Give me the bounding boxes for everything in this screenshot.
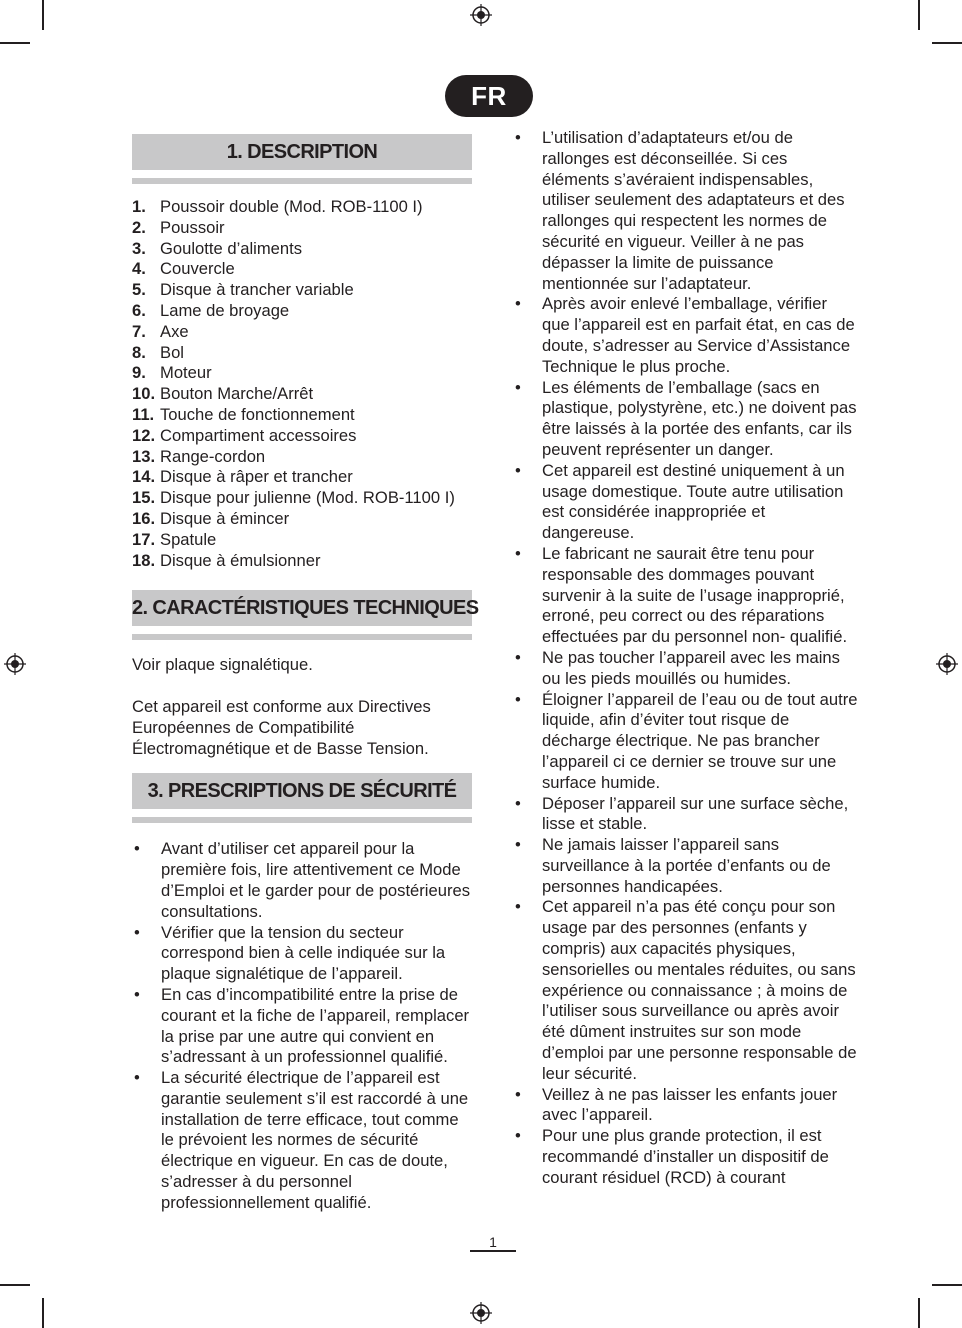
parts-list-item	[132, 343, 472, 364]
safety-bullet: • Vérifier que la tension du secteur correspond bien à celle indiquée sur la plaque signalétique de l’appareil.	[132, 923, 472, 985]
parts-list	[132, 197, 472, 571]
section-2-title: 2. CARACTÉRISTIQUES TECHNIQUES	[132, 590, 472, 626]
item-label: Disque pour julienne (Mod. ROB-1100 I)	[160, 488, 455, 508]
parts-list-item	[132, 363, 472, 384]
item-label: Disque à râper et trancher	[160, 467, 353, 487]
item-number: 13.	[132, 446, 156, 466]
parts-list-item	[132, 239, 472, 260]
crop-mark-top-left-h	[0, 42, 30, 44]
parts-list-item	[132, 426, 472, 447]
registration-mark-icon	[936, 653, 958, 675]
parts-list-item	[132, 530, 472, 551]
parts-list-item	[132, 488, 472, 509]
item-number: 3.	[132, 238, 146, 258]
item-number: 12.	[132, 425, 156, 445]
safety-bullet: • Les éléments de l’emballage (sacs en plastique, polystyrène, etc.) ne doivent pas être laissés à la portée des enfants, car ils peuvent représenter un danger.	[513, 378, 858, 461]
item-label: Moteur	[160, 363, 212, 383]
safety-bullet: • Le fabricant ne saurait être tenu pour responsable des dommages pouvant survenir à la suite de l’usage inapproprié, erroné, peu correct ou des réparations effectuées par du personnel non- qualifié.	[513, 544, 858, 648]
item-label: Poussoir double (Mod. ROB-1100 I)	[160, 197, 423, 216]
item-label: Axe	[160, 321, 189, 341]
registration-mark-icon	[4, 653, 26, 675]
item-label: Range-cordon	[160, 446, 266, 466]
item-label: Disque à trancher variable	[160, 280, 354, 300]
safety-bullet: • En cas d’incompatibilité entre la prise de courant et la fiche de l’appareil, remplacer la prise par une autre qui convient en s’adressant à un professionnel qualifié.	[132, 985, 472, 1068]
safety-bullet: • Veillez à ne pas laisser les enfants jouer avec l’appareil.	[513, 1085, 858, 1127]
crop-mark-bottom-right-h	[932, 1284, 962, 1286]
parts-list-item	[132, 405, 472, 426]
item-label: Bol	[160, 342, 184, 362]
crop-mark-bottom-left-v	[42, 1298, 44, 1328]
left-column	[132, 134, 479, 1214]
parts-list-item	[132, 551, 472, 572]
safety-bullet: • Ne pas toucher l’appareil avec les mains ou les pieds mouillés ou humides.	[513, 648, 858, 690]
safety-bullet: • Éloigner l’appareil de l’eau ou de tout autre liquide, afin d’éviter tout risque de décharge électrique. Ne pas brancher l’appareil ci ce dernier se trouve sur une surface humide.	[513, 690, 858, 794]
parts-list-item	[132, 280, 472, 301]
item-label: Touche de fonctionnement	[160, 404, 355, 424]
item-number: 18.	[132, 550, 156, 570]
section-divider	[132, 634, 472, 640]
item-number: 15.	[132, 488, 156, 508]
section-divider	[132, 178, 472, 184]
safety-list-right	[513, 128, 858, 1189]
parts-list-item	[132, 218, 472, 239]
right-column	[513, 128, 858, 1189]
section-3-title: 3. PRESCRIPTIONS DE SÉCURITÉ	[132, 773, 472, 809]
parts-list-item	[132, 467, 472, 488]
safety-bullet: • L’utilisation d’adaptateurs et/ou de rallonges est déconseillée. Si ces éléments s’avéraient indispensables, utiliser seulement des adaptateurs et des rallonges qui respectent les normes de sécurité en vigueur. Veiller à ne pas dépasser la limite de puissance mentionnée sur l’adaptateur.	[513, 128, 858, 294]
item-number: 6.	[132, 300, 146, 320]
language-badge: FR	[445, 75, 533, 117]
item-label: Disque à émincer	[160, 508, 290, 528]
item-number: 9.	[132, 363, 146, 383]
item-label: Poussoir	[160, 217, 225, 237]
conformity-text: Cet appareil est conforme aux Directives Européennes de Compatibilité Électromagnétique et de Basse Tension.	[132, 696, 431, 758]
item-number: 17.	[132, 529, 156, 549]
parts-list-item	[132, 301, 472, 322]
spec-text: Voir plaque signalétique.	[132, 655, 313, 675]
item-number: 4.	[132, 259, 146, 279]
parts-list-item	[132, 259, 472, 280]
crop-mark-top-left-v	[42, 0, 44, 30]
section-divider	[132, 817, 472, 823]
item-number: 2.	[132, 217, 146, 237]
crop-mark-top-right-h	[932, 42, 962, 44]
page-number: 1	[489, 1234, 497, 1250]
safety-bullet: • Pour une plus grande protection, il est recommandé d’installer un dispositif de courant résiduel (RCD) à courant	[513, 1126, 858, 1188]
safety-bullet: • Cet appareil est destiné uniquement à un usage domestique. Toute autre utilisation est considérée inappropriée et dangereuse.	[513, 461, 858, 544]
safety-bullet: • Ne jamais laisser l’appareil sans surveillance à la portée d’enfants ou de personnes handicapées.	[513, 835, 858, 897]
parts-list-item	[132, 322, 472, 343]
item-label: Goulotte d’aliments	[160, 238, 303, 258]
safety-bullet: • La sécurité électrique de l’appareil est garantie seulement s’il est raccordé à une installation de terre efficace, tout comme le prévoient les normes de sécurité électrique en vigueur. En cas de doute, s’adresser à du personnel professionnellement qualifié.	[132, 1068, 472, 1214]
page-number-rule	[470, 1250, 516, 1252]
crop-mark-top-right-v	[918, 0, 920, 30]
section-1-title: 1. DESCRIPTION	[132, 134, 472, 170]
item-label: Compartiment accessoires	[160, 425, 357, 445]
item-label: Couvercle	[160, 259, 235, 279]
item-number: 8.	[132, 342, 146, 362]
safety-bullet: • Déposer l’appareil sur une surface sèche, lisse et stable.	[513, 794, 858, 836]
item-label: Spatule	[160, 529, 217, 549]
crop-mark-bottom-left-h	[0, 1284, 30, 1286]
crop-mark-bottom-right-v	[918, 1298, 920, 1328]
item-number: 14.	[132, 467, 156, 487]
safety-list-left	[132, 839, 472, 1213]
item-number: 11.	[132, 404, 155, 424]
item-label: Disque à émulsionner	[160, 550, 321, 570]
parts-list-item	[132, 447, 472, 468]
parts-list-item	[132, 384, 472, 405]
safety-bullet: • Après avoir enlevé l’emballage, vérifier que l’appareil est en parfait état, en cas de doute, s’adresser au Service d’Assistance Technique le plus proche.	[513, 294, 858, 377]
parts-list-item	[132, 509, 472, 530]
registration-mark-icon	[470, 1302, 492, 1324]
registration-mark-icon	[470, 4, 492, 26]
parts-list-item	[132, 197, 472, 218]
safety-bullet: • Avant d’utiliser cet appareil pour la première fois, lire attentivement ce Mode d’Emploi et le garder pour de postérieures consultations.	[132, 839, 472, 922]
item-number: 5.	[132, 280, 146, 300]
safety-bullet: • Cet appareil n’a pas été conçu pour son usage par des personnes (enfants y compris) aux capacités physiques, sensorielles ou mentales réduites, ou sans expérience ou connaissance ; à moins de l’utiliser sous surveillance ou après avoir été dûment instruites sur son mode d’emploi par une personne responsable de leur sécurité.	[513, 897, 858, 1084]
item-number: 7.	[132, 321, 146, 341]
item-label: Lame de broyage	[160, 300, 290, 320]
item-number: 10.	[132, 384, 156, 404]
item-number: 1.	[132, 197, 146, 216]
item-number: 16.	[132, 508, 156, 528]
item-label: Bouton Marche/Arrêt	[160, 384, 314, 404]
